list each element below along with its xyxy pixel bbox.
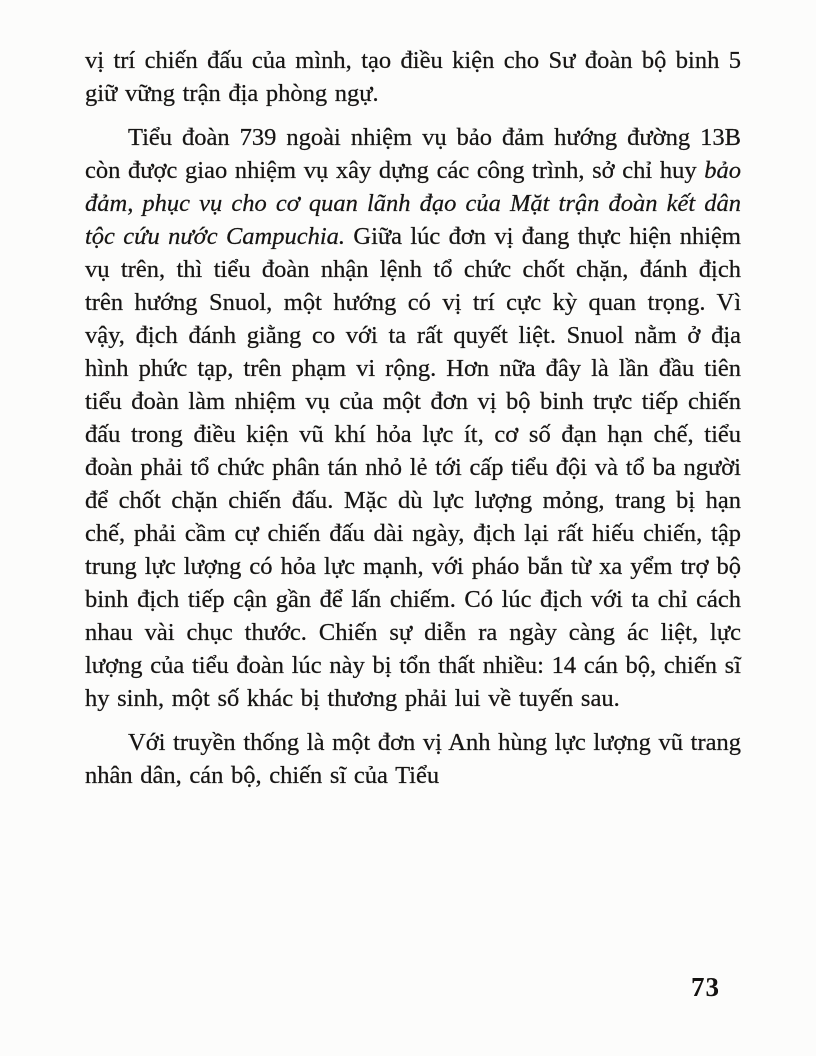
paragraph	[85, 44, 741, 110]
page-number: 73	[691, 972, 720, 1002]
text-run: Giữa lúc đơn vị đang thực hiện nhiệm vụ trên, thì tiểu đoàn nhận lệnh tổ chức chốt chặn, đánh địch trên hướng Snuol, một hướng có vị trí cực kỳ quan trọng. Vì vậy, địch đánh giằng co với ta rất quyết liệt. Snuol nằm ở địa hình phức tạp, trên phạm vi rộng. Hơn nữa đây là lần đầu tiên tiểu đoàn làm nhiệm vụ của một đơn vị bộ binh trực tiếp chiến đấu trong điều kiện vũ khí hỏa lực ít, cơ số đạn hạn chế, tiểu đoàn phải tổ chức phân tán nhỏ lẻ tới cấp tiểu đội và tổ ba người để chốt chặn chiến đấu. Mặc dù lực lượng mỏng, trang bị hạn chế, phải cầm cự chiến đấu dài ngày, địch lại rất hiếu chiến, tập trung lực lượng có hỏa lực mạnh, với pháo bắn từ xa yểm trợ bộ binh địch tiếp cận gần để lấn chiếm. Có lúc địch với ta chỉ cách nhau vài chục thước. Chiến sự diễn ra ngày càng ác liệt, lực lượng của tiểu đoàn lúc này bị tổn thất nhiều: 14 cán bộ, chiến sĩ hy sinh, một số khác bị thương phải lui về tuyến sau.	[85, 223, 741, 712]
paragraph	[85, 121, 741, 715]
paragraph	[85, 726, 741, 792]
text-run: Với truyền thống là một đơn vị Anh hùng lực lượng vũ trang nhân dân, cán bộ, chiến sĩ của Tiểu	[85, 729, 741, 789]
page-text-block	[85, 44, 741, 792]
text-run: vị trí chiến đấu của mình, tạo điều kiện cho Sư đoàn bộ binh 5 giữ vững trận địa phòng ngự.	[85, 47, 741, 107]
text-run: Tiểu đoàn 739 ngoài nhiệm vụ bảo đảm hướng đường 13B còn được giao nhiệm vụ xây dựng các công trình, sở chỉ huy	[85, 124, 741, 184]
italic-text-run: bảo đảm, phục vụ cho cơ quan lãnh đạo của Mặt trận đoàn kết dân tộc cứu nước Campuchia.	[85, 157, 741, 250]
